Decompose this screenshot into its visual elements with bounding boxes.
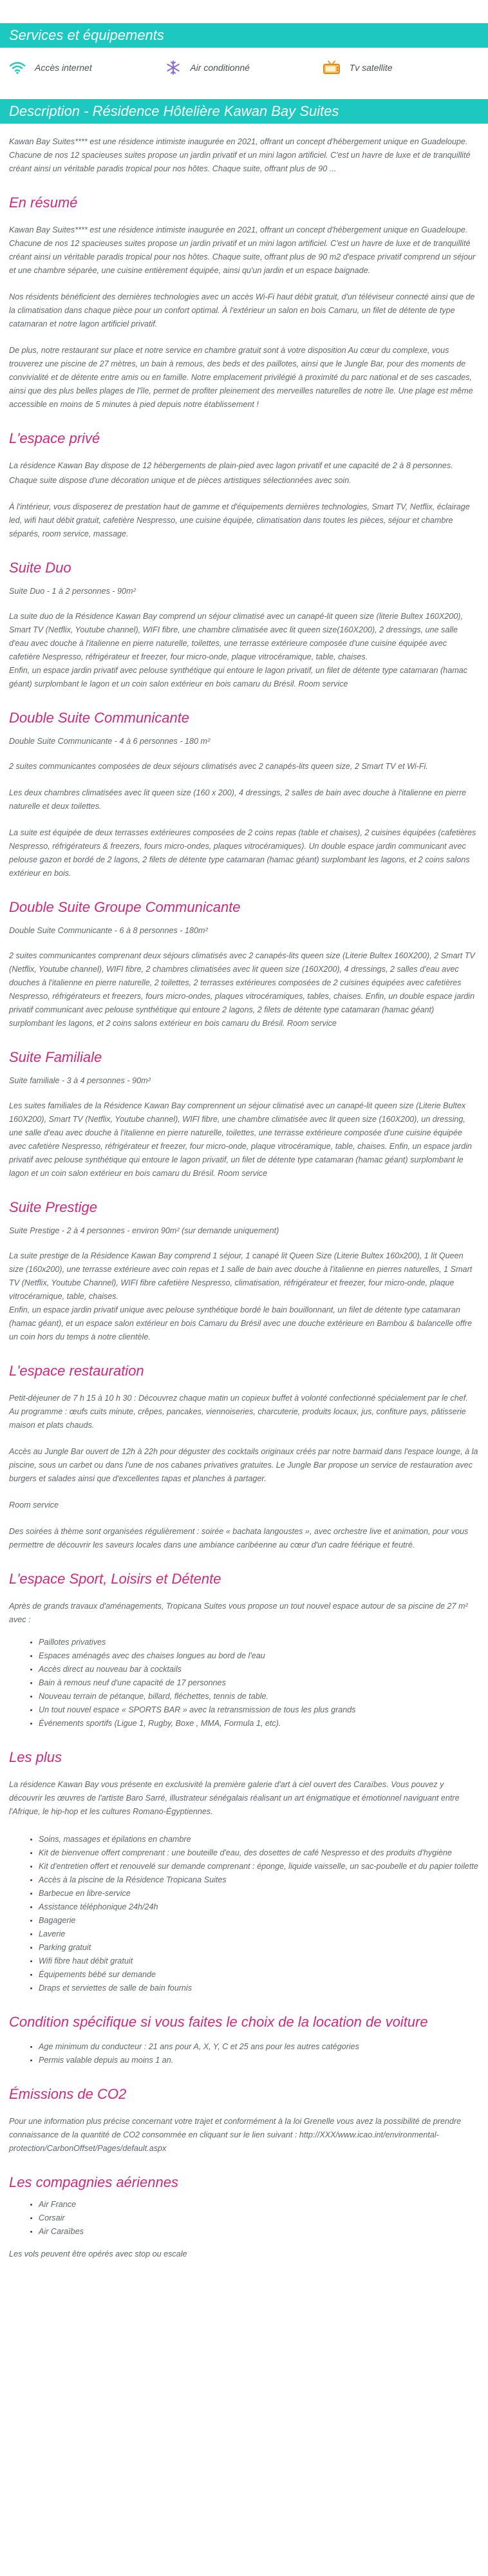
list-item: • Parking gratuit xyxy=(39,1941,479,1955)
description-intro: Kawan Bay Suites**** est une résidence intimiste inaugurée en 2021, offrant un concept d'hébergement unique en Guadeloupe. Chacune de nos 12 spacieuses suites propose un jardin privatif et un mini lagon artificiel. C'est un havre de luxe et de tranquillité créant ainsi un véritable paradis tropical pour nos hôtes. Chaque suite, offrant plus de 90 ... xyxy=(9,137,471,173)
sport-intro: Après de grands travaux d'aménagements, Tropicana Suites vous propose un tout nouvel espace autour de sa piscine de 27 m² avec : xyxy=(9,1602,468,1624)
list-item: • Paillotes privatives xyxy=(39,1636,479,1649)
list-item: • Soins, massages et épilations en chambre xyxy=(39,1833,479,1846)
plus-list xyxy=(9,1833,479,1995)
suite-duo-paragraph: Enfin, un espace jardin privatif avec pelouse synthétique qui entoure le lagon privatif, un filet de détente type catamaran (hamac géant) surplombant le lagon et un coin salon extérieur en bois camaru du Brésil. Room service xyxy=(9,666,467,688)
amenities-list xyxy=(0,58,488,77)
description-content xyxy=(0,135,488,2261)
restaurant-paragraph: Petit-déjeuner de 7 h 15 à 10 h 30 : Découvrez chaque matin un copieux buffet à volonté confectionné spécialement par le chef. Au programme : œufs cuits minute, crêpes, pancakes, viennoiseries, charcuterie, produits locaux, jus, confiture pays, pâtisserie maison et plats chauds. xyxy=(9,1394,468,1430)
list-item: • Bagagerie xyxy=(39,1914,479,1927)
tv-icon xyxy=(323,61,341,75)
suite-duo-subtitle: Suite Duo - 1 à 2 personnes - 90m² xyxy=(9,587,136,596)
services-header: Services et équipements xyxy=(0,23,488,48)
family-suite-subtitle: Suite familiale - 3 à 4 personnes - 90m² xyxy=(9,1076,151,1085)
list-item: • Espaces aménagés avec des chaises longues au bord de l'eau xyxy=(39,1649,479,1663)
amenity-label: Air conditionné xyxy=(190,62,250,73)
car-title: Condition spécifique si vous faites le choix de la location de voiture xyxy=(9,2014,428,2030)
private-space-title: L'espace privé xyxy=(9,430,100,446)
double-group-subtitle: Double Suite Communicante - 6 à 8 personnes - 180m² xyxy=(9,926,208,935)
wifi-icon xyxy=(9,61,26,74)
list-item: • Laverie xyxy=(39,1927,479,1941)
family-suite-title: Suite Familiale xyxy=(9,1049,102,1065)
sport-list xyxy=(9,1636,479,1730)
list-item: • Kit de bienvenue offert comprenant : une bouteille d'eau, des dosettes de café Nespresso et des produits d'hygiène xyxy=(39,1846,479,1860)
list-item: • Événements sportifs (Ligue 1, Rugby, Boxe , MMA, Formula 1, etc). xyxy=(39,1717,479,1730)
list-item: • Draps et serviettes de salle de bain fournis xyxy=(39,1982,479,1995)
family-suite-paragraph: Les suites familiales de la Résidence Kawan Bay comprennent un séjour climatisé avec un canapé-lit queen size (Literie Bultex 160X200), Smart TV (Netflix, Youtube channel), WIFI fibre, une chambre climatisée avec lit queen size (160X200), un dressing, une salle d'eau avec douche à l'italienne en pierre naturelle, toilettes, une terrasse extérieure composée d'une cuisine équipée avec cafetière Nespresso, réfrigérateur et freezer, four micro-onde, plaque vitrocéramique, table, chaises. Enfin, un espace jardin privatif avec pelouse synthétique qui entoure le lagon privatif, un filet de détente type catamaran (hamac géant) surplombant le lagon et un coin salon extérieur en bois camaru du Brésil. Room service xyxy=(9,1101,472,1178)
double-suite-paragraph: La suite est équipée de deux terrasses extérieures composées de 2 coins repas (table et chaises), 2 cuisines équipées (cafetières Nespresso, réfrigérateurs & freezers, fours micro-ondes, plaques vitrocéramiques). Un double espace jardin communicant avec pelouse gazon et bordé de 2 lagons, 2 filets de détente type catamaran (hamac géant) surplombant les lagons, et 2 coins salons extérieur en bois. xyxy=(9,828,476,878)
summary-title: En résumé xyxy=(9,194,78,211)
double-group-paragraph: 2 suites communicantes comprenant deux séjours climatisés avec 2 canapés-lits queen size (Literie Bultex 160X200), 2 Smart TV (Netflix, Youtube channel), WIFI fibre, 2 chambres climatisées avec lit queen size (160X200), 4 dressings, 2 salles d'eau avec douches à l'italienne en pierre naturelle, 2 toilettes, 2 terrasses extérieures composées de 2 cuisines équipées avec cafetières Nespresso, réfrigérateurs et freezers, fours micro-ondes, plaques vitrocéramiques, tables, chaises. Enfin, un double espace jardin privatif communicant avec pelouse synthétique qui entoure 2 lagons, 2 filets de détente type catamaran (hamac géant) surplombant les lagons, et 2 coins salons extérieur en bois camaru du Brésil. Room service xyxy=(9,951,475,1028)
private-space-paragraph: La résidence Kawan Bay dispose de 12 hébergements de plain-pied avec lagon privatif et une capacité de 2 à 8 personnes. xyxy=(9,461,453,470)
double-suite-paragraph: 2 suites communicantes composées de deux séjours climatisés avec 2 canapés-lits queen size, 2 Smart TV et Wi-Fi. xyxy=(9,762,428,771)
double-suite-subtitle: Double Suite Communicante - 4 à 6 personnes - 180 m² xyxy=(9,737,211,746)
list-item: • Nouveau terrain de pétanque, billard, fléchettes, tennis de table. xyxy=(39,1690,479,1703)
list-item: • Accès à la piscine de la Résidence Tropicana Suites xyxy=(39,1873,479,1887)
airlines-note: Les vols peuvent être opérés avec stop ou escale xyxy=(9,2249,187,2259)
amenity-aircon xyxy=(165,60,322,75)
list-item: • Age minimum du conducteur : 21 ans pour A, X, Y, C et 25 ans pour les autres catégories xyxy=(39,2040,479,2054)
list-item: • Assistance téléphonique 24h/24h xyxy=(39,1900,479,1914)
page xyxy=(0,23,488,2576)
list-item: • Permis valable depuis au moins 1 an. xyxy=(39,2054,479,2067)
list-item: • Bain à remous neuf d'une capacité de 17 personnes xyxy=(39,1676,479,1690)
suite-duo-title: Suite Duo xyxy=(9,560,71,576)
list-item: • Barbecue en libre-service xyxy=(39,1887,479,1900)
amenity-label: Tv satellite xyxy=(349,62,393,73)
list-item: • Un tout nouvel espace « SPORTS BAR » avec la retransmission de tous les plus grands xyxy=(39,1703,479,1717)
prestige-suite-paragraph: La suite prestige de la Résidence Kawan Bay comprend 1 séjour, 1 canapé lit Queen Size (Literie Bultex 160x200), 1 lit Queen size (160x200), une terrasse extérieure avec coin repas et 1 salle de bain avec douche à l'italienne en pierres naturelles, 1 Smart TV (Netflix, Youtube Channel), WIFI fibre cafetière Nespresso, climatisation, réfrigérateur et freezer, four micro-onde, plaque vitrocéramique, table, chaises. xyxy=(9,1251,473,1301)
list-item: • Air France xyxy=(39,2198,479,2211)
list-item: • Air Caraïbes xyxy=(39,2225,479,2239)
prestige-suite-paragraph: Enfin, un espace jardin privatif unique avec pelouse synthétique bordé le bain bouillonnant, un filet de détente type catamaran (hamac géant), et un espace salon extérieur en bois Camaru du Brésil avec une douche extérieure en Bambou & balancelle offre un coin hors du temps à notre clientèle. xyxy=(9,1305,472,1341)
double-suite-paragraph: Les deux chambres climatisées avec lit queen size (160 x 200), 4 dressings, 2 salles de bain avec douche à l'italienne en pierre naturelle et deux toilettes. xyxy=(9,788,467,811)
list-item: • Kit d'entretien offert et renouvelé sur demande comprenant : éponge, liquide vaisselle, un sac-poubelle et du papier toilette xyxy=(39,1860,479,1873)
amenity-tv xyxy=(323,61,479,75)
sport-title: L'espace Sport, Loisirs et Détente xyxy=(9,1571,221,1587)
amenity-label: Accès internet xyxy=(35,62,92,73)
double-group-title: Double Suite Groupe Communicante xyxy=(9,899,241,915)
double-suite-title: Double Suite Communicante xyxy=(9,710,190,726)
prestige-suite-subtitle: Suite Prestige - 2 à 4 personnes - environ 90m² (sur demande uniquement) xyxy=(9,1226,279,1235)
list-item: • Corsair xyxy=(39,2211,479,2225)
prestige-suite-title: Suite Prestige xyxy=(9,1199,97,1215)
summary-paragraph: Kawan Bay Suites**** est une résidence intimiste inaugurée en 2021, offrant un concept d'hébergement unique en Guadeloupe. Chacune de nos 12 spacieuses suites propose un jardin privatif et un mini lagon artificiel. C'est un havre de luxe et de tranquillité créant ainsi un véritable paradis tropical pour nos hôtes. Chaque suite, offrant plus de 90 m2 d'espace privatif comprend un séjour et une chambre séparée, une cuisine entièrement équipée, ainsi qu'un jardin et un espace baignade. xyxy=(9,225,476,275)
car-list xyxy=(9,2040,479,2067)
co2-title: Émissions de CO2 xyxy=(9,2086,127,2102)
private-space-paragraph: Chaque suite dispose d'une décoration unique et de pièces artistiques sélectionnées avec soin. xyxy=(9,476,352,485)
private-space-paragraph: À l'intérieur, vous disposerez de prestation haut de gamme et d'équipements dernières technologies, Smart TV, Netflix, éclairage led, wifi haut débit gratuit, cafetière Nespresso, une cuisine équipée, climatisation dans toutes les pièces, séjour et chambre séparés, room service, massage. xyxy=(9,502,470,538)
list-item: • Accès direct au nouveau bar à cocktails xyxy=(39,1663,479,1676)
summary-paragraph: Nos résidents bénéficient des dernières technologies avec un accès Wi-Fi haut débit gratuit, d'un téléviseur connecté ainsi que de la climatisation dans chaque pièce pour un confort optimal. À l'extérieur un salon en bois Camaru, un filet de détente de type catamaran et notre lagon artificiel privatif. xyxy=(9,292,475,328)
restaurant-paragraph: Des soirées à thème sont organisées régulièrement : soirée « bachata langoustes », avec orchestre live et animation, pour vous permettre de découvrir les saveurs locales dans une ambiance caribéenne au cœur d'un cadre féérique et feutré. xyxy=(9,1527,469,1549)
plus-intro: La résidence Kawan Bay vous présente en exclusivité la première galerie d'art à ciel ouvert des Caraïbes. Vous pouvez y découvrir les œuvres de l'artiste Baro Sarré, illustrateur sénégalais réalisant un art énigmatique et émotionnel naviguant entre l'Afrique, le hip-hop et les cultures Romano-Égyptiennes. xyxy=(9,1780,460,1816)
snowflake-icon xyxy=(165,60,181,75)
restaurant-paragraph: Accès au Jungle Bar ouvert de 12h à 22h pour déguster des cocktails originaux créés par notre barmaid dans l'espace lounge, à la piscine, sous un carbet ou dans l'une de nos cabanes privatives gratuites. Le Jungle Bar propose un service de restauration avec burgers et salades ainsi que d'excellentes tapas et planches à partager. xyxy=(9,1447,478,1483)
airlines-list xyxy=(9,2198,479,2239)
summary-paragraph: De plus, notre restaurant sur place et notre service en chambre gratuit sont à votre disposition Au cœur du complexe, vous trouverez une piscine de 27 mètres, un bain à remous, des beds et des paillotes, ainsi que le Jungle Bar, pour des moments de convivialité et de détente entre amis ou en famille. Notre emplacement privilégié à proximité du parc national et de ses cascades, ainsi que des plus belles plages de l'île, permet de profiter pleinement des merveilles naturelles de notre île. Une plage est même accessible en moins de 5 minutes à pied depuis notre établissement ! xyxy=(9,346,473,409)
co2-paragraph: Pour une information plus précise concernant votre trajet et conformément à la loi Grenelle vous avez la possibilité de prendre connaissance de la quantité de CO2 consommée en cliquant sur le lien suivant : http://XXX/www.icao.int/environmental-protection/CarbonOffset/Pages/default.aspx xyxy=(9,2117,462,2153)
restaurant-paragraph: Room service xyxy=(9,1501,59,1510)
list-item: • Wifi fibre haut débit gratuit xyxy=(39,1955,479,1968)
restaurant-title: L'espace restauration xyxy=(9,1363,144,1379)
plus-title: Les plus xyxy=(9,1749,62,1765)
description-header: Description - Résidence Hôtelière Kawan Bay Suites xyxy=(0,99,488,124)
list-item: • Équipements bébé sur demande xyxy=(39,1968,479,1982)
amenity-internet xyxy=(9,61,165,74)
airlines-title: Les compagnies aériennes xyxy=(9,2174,178,2190)
suite-duo-paragraph: La suite duo de la Résidence Kawan Bay comprend un séjour climatisé avec un canapé-lit queen size (literie Bultex 160X200), Smart TV (Netflix, Youtube channel), WIFI fibre, une chambre climatisée avec lit queen size(160X200), 2 dressings, une salle d'eau avec douche à l'italienne en pierre naturelle, toilettes, une terrasse extérieure composée d'une cuisine équipée avec cafetière Nespresso, réfrigérateur et freezer, four micro-onde, plaque vitrocéramique, table, chaises. xyxy=(9,612,463,661)
